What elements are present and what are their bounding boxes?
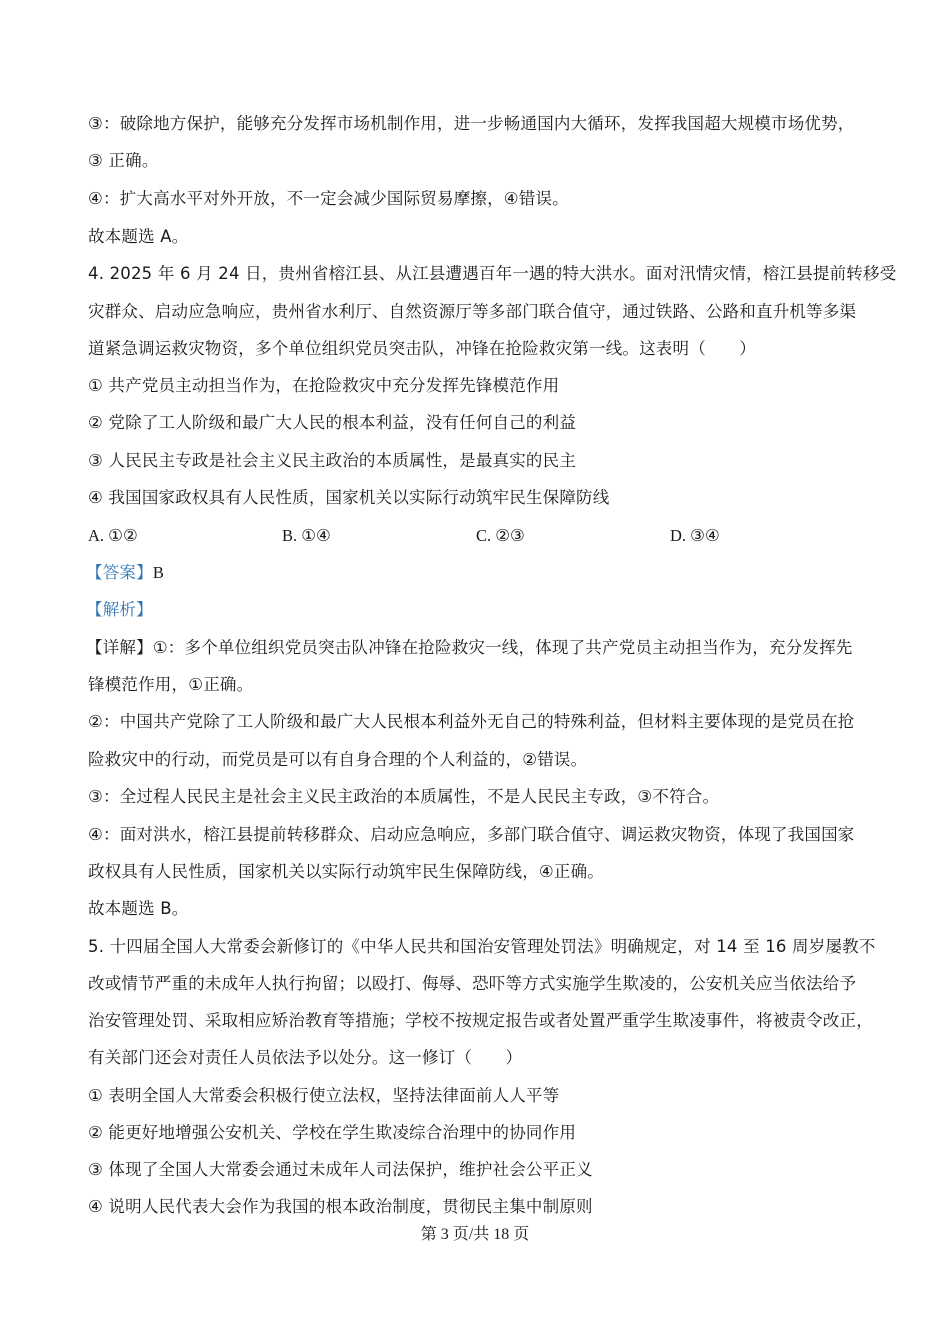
analysis-label: 【解析】 — [86, 600, 153, 619]
conclusion-line: 故本题选 A。 — [88, 227, 189, 246]
conclusion-line: 故本题选 B。 — [88, 899, 189, 918]
answer-label: 【答案】 — [86, 563, 153, 582]
page-indicator: 第 3 页/共 18 页 — [420, 1226, 530, 1243]
question-5-stem: 治安管理处罚、采取相应矫治教育等措施；学校不按规定报告或者处置严重学生欺凌事件，将被责令改正， — [88, 1011, 873, 1030]
option-letter: D. — [670, 526, 691, 545]
detail-line: ②：中国共产党除了工人阶级和最广大人民根本利益外无自己的特殊利益，但材料主要体现的是党员在抢 — [88, 712, 855, 731]
analysis-line: ③ 正确。 — [88, 151, 159, 170]
question-5-statement-2: ② 能更好地增强公安机关、学校在学生欺凌综合治理中的协同作用 — [88, 1123, 577, 1142]
detail-line: ④：面对洪水，榕江县提前转移群众、启动应急响应，多部门联合值守、调运救灾物资，体现了我国国家 — [88, 825, 855, 844]
option-a — [88, 525, 138, 547]
detail-text: ①：多个单位组织党员突击队冲锋在抢险救灾一线，体现了共产党员主动担当作为，充分发挥先 — [152, 638, 853, 657]
analysis-line: ④：扩大高水平对外开放，不一定会减少国际贸易摩擦，④错误。 — [88, 189, 569, 208]
question-4-statement-3: ③ 人民民主专政是社会主义民主政治的本质属性，是最真实的民主 — [88, 451, 577, 470]
option-d — [670, 525, 720, 547]
option-c — [476, 525, 525, 547]
option-value: ①④ — [301, 526, 331, 545]
option-letter: B. — [282, 526, 302, 545]
question-4-statement-2: ② 党除了工人阶级和最广大人民的根本利益，没有任何自己的利益 — [88, 413, 577, 432]
question-5-stem: 5. 十四届全国人大常委会新修订的《中华人民共和国治安管理处罚法》明确规定，对 14 至 16 周岁屡教不 — [88, 937, 876, 956]
question-4-statement-4: ④ 我国国家政权具有人民性质，国家机关以实际行动筑牢民生保障防线 — [88, 488, 610, 507]
option-letter: A. — [88, 526, 109, 545]
question-5-stem: 改或情节严重的未成年人执行拘留；以殴打、侮辱、恐吓等方式实施学生欺凌的，公安机关应当依法给予 — [88, 974, 857, 993]
detail-line: 政权具有人民性质，国家机关以实际行动筑牢民生保障防线，④正确。 — [88, 862, 604, 881]
option-b — [282, 525, 331, 547]
option-letter: C. — [476, 526, 496, 545]
option-value: ②③ — [495, 526, 525, 545]
answer-value: B — [152, 563, 165, 582]
detail-label: 【详解】 — [86, 638, 153, 657]
question-4-stem: 道紧急调运救灾物资，多个单位组织党员突击队，冲锋在抢险救灾第一线。这表明（ ） — [88, 339, 756, 358]
answer-line — [86, 562, 164, 584]
analysis-line: ③：破除地方保护，能够充分发挥市场机制作用，进一步畅通国内大循环，发挥我国超大规模市场优势， — [88, 114, 855, 133]
option-value: ①② — [108, 526, 138, 545]
question-4-statement-1: ① 共产党员主动担当作为，在抢险救灾中充分发挥先锋模范作用 — [88, 376, 560, 395]
detail-line: ③：全过程人民民主是社会主义民主政治的本质属性，不是人民民主专政，③不符合。 — [88, 787, 720, 806]
question-5-statement-1: ① 表明全国人大常委会积极行使立法权，坚持法律面前人人平等 — [88, 1086, 560, 1105]
detail-line: 锋模范作用，①正确。 — [88, 675, 254, 694]
option-value: ③④ — [690, 526, 720, 545]
question-5-stem: 有关部门还会对责任人员依法予以处分。这一修订（ ） — [88, 1048, 523, 1067]
analysis-heading — [86, 599, 153, 621]
question-5-statement-3: ③ 体现了全国人大常委会通过未成年人司法保护，维护社会公平正义 — [88, 1160, 593, 1179]
question-4-stem: 灾群众、启动应急响应，贵州省水利厅、自然资源厅等多部门联合值守，通过铁路、公路和直升机等多渠 — [88, 302, 857, 321]
detail-line: 险救灾中的行动，而党员是可以有自身合理的个人利益的，②错误。 — [88, 750, 588, 769]
question-5-statement-4: ④ 说明人民代表大会作为我国的根本政治制度，贯彻民主集中制原则 — [88, 1197, 593, 1216]
question-4-stem: 4. 2025 年 6 月 24 日，贵州省榕江县、从江县遭遇百年一遇的特大洪水。面对汛情灾情，榕江县提前转移受 — [88, 264, 897, 283]
detail-line — [86, 637, 853, 659]
